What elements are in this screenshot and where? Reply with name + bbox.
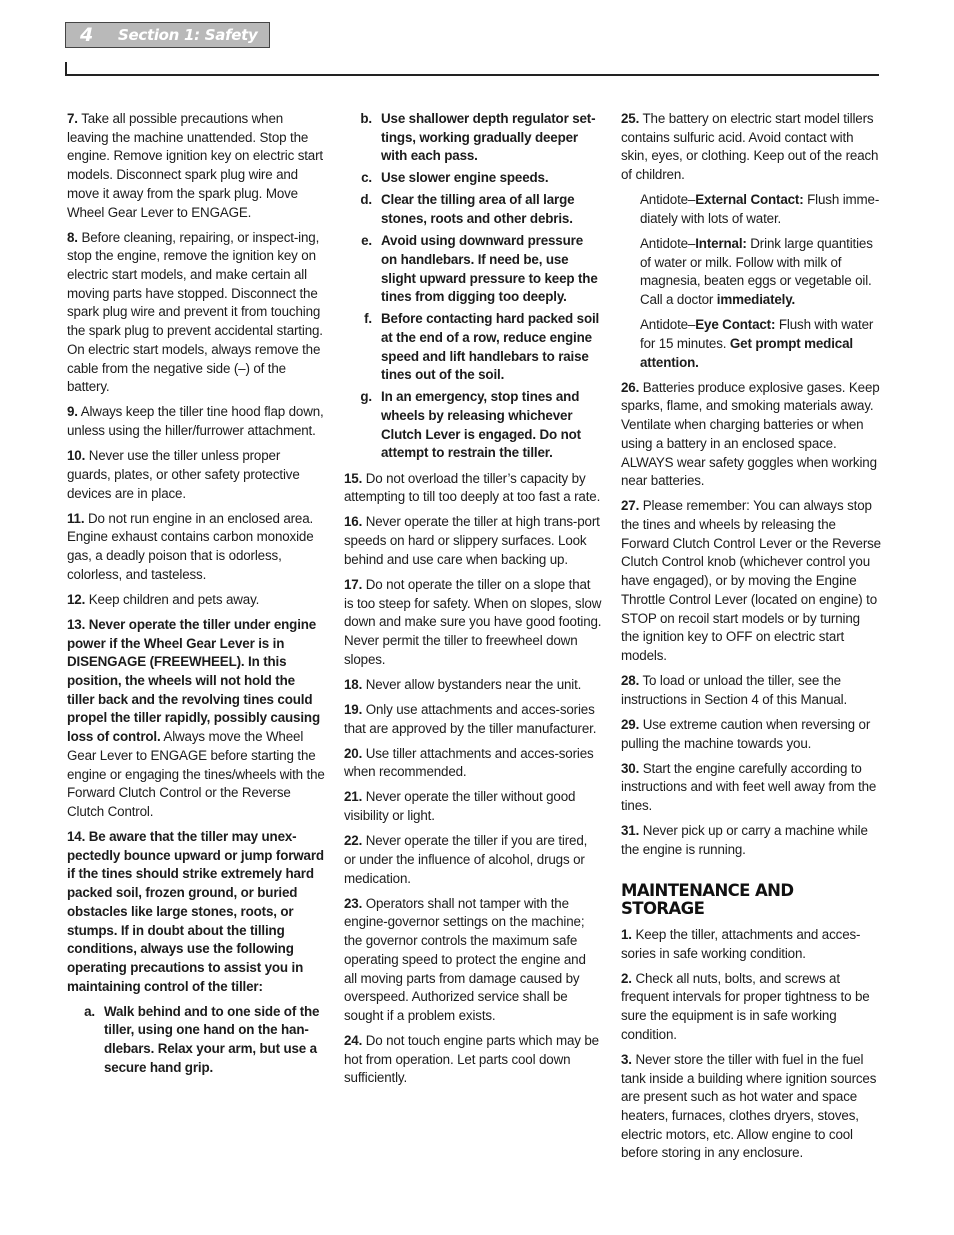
item-text: To load or unload the tiller, see the instructions in Section 4 of this Manual. — [621, 673, 848, 707]
item-number: 23. — [344, 895, 363, 911]
safety-item-22 — [344, 832, 602, 888]
item-number: 29. — [621, 716, 640, 732]
item-number: 31. — [621, 823, 640, 839]
item-text: Never pick up or carry a machine while the engine is running. — [621, 823, 868, 857]
item-number: 9. — [67, 404, 78, 420]
item-number: 28. — [621, 673, 640, 689]
item-number: 11. — [67, 510, 85, 526]
antidote-text: Drink large quantities of water or milk. Follow with milk of magnesia, beaten eggs or vegetable oil. Call a doctor — [640, 236, 873, 308]
sub-text: Clear the tilling area of all large stones, roots and other debris. — [381, 192, 575, 227]
safety-item-11 — [67, 510, 325, 585]
item-number: 8. — [67, 229, 78, 245]
column-1 — [67, 110, 325, 1081]
item-number: 2. — [621, 970, 632, 986]
item-number: 18. — [344, 676, 363, 692]
antidote-prefix: Antidote– — [640, 317, 696, 333]
item-text: Keep children and pets away. — [85, 591, 260, 607]
item-number: 22. — [344, 833, 363, 849]
safety-item-25 — [621, 110, 881, 185]
safety-item-12 — [67, 591, 325, 610]
item-number: 20. — [344, 745, 363, 761]
sub-text: In an emergency, stop tines and wheels by releasing whichever Clutch Lever is engaged. Do not attempt to restrain the tiller. — [381, 389, 581, 461]
maintenance-heading: MAINTENANCE AND STORAGE — [621, 880, 794, 919]
maintenance-item-2 — [621, 970, 881, 1045]
item-number: 15. — [344, 470, 363, 486]
item-bold-text: Never operate the tiller under engine power if the Wheel Gear Lever is in DISENGAGE (FREEWHEEL). In this position, the wheels will not hold the tiller back and the revolving tines could propel the tiller rapidly, possibly causing loss of control. — [67, 616, 320, 745]
sub-letter: g. — [360, 389, 372, 405]
item-number: 3. — [621, 1051, 632, 1067]
item-number: 14. — [67, 829, 86, 845]
safety-item-31 — [621, 822, 881, 859]
safety-item-24 — [344, 1032, 602, 1088]
safety-item-29 — [621, 716, 881, 753]
item-text: Never store the tiller with fuel in the fuel tank inside a building where ignition sources are present such as hot water and space heaters, furnaces, clothes dryers, stoves, electric motors, etc. Allow engine to cool before storing in any enclosure. — [621, 1051, 877, 1161]
safety-item-10 — [67, 447, 325, 503]
sub-text: Use shallower depth regulator set-tings, working gradually deeper with each pass. — [381, 111, 596, 164]
sub-letter: e. — [361, 233, 372, 249]
item-text: Use extreme caution when reversing or pulling the machine towards you. — [621, 716, 871, 751]
maintenance-item-1 — [621, 926, 881, 963]
precaution-c — [344, 169, 602, 188]
item-number: 26. — [621, 379, 640, 395]
item-text: The battery on electric start model tillers contains sulfuric acid. Avoid contact with skin, eyes, or clothing. Keep out of the reach of children. — [621, 111, 879, 183]
item-number: 12. — [67, 591, 86, 607]
safety-item-17 — [344, 576, 602, 670]
antidote-prefix: Antidote– — [640, 236, 696, 251]
item-text: Never operate the tiller at high trans-port speeds on hard or slippery surfaces. Look behind and use care when backing up. — [344, 514, 600, 567]
safety-item-30 — [621, 760, 881, 816]
item-number: 7. — [67, 111, 78, 126]
antidote-emphasis: immediately. — [716, 292, 796, 308]
precaution-e — [344, 232, 602, 307]
antidote-label: Internal: — [695, 236, 747, 251]
safety-item-7 — [67, 110, 325, 222]
maintenance-item-3 — [621, 1051, 881, 1163]
item-text: Do not touch engine parts which may be hot from operation. Let parts cool down sufficiently. — [344, 1033, 599, 1086]
item-text: Always move the Wheel Gear Lever to ENGAGE before starting the engine or engaging the tines/wheels with the Forward Clutch Control or the Reverse Clutch Control. — [67, 729, 325, 819]
item-text: Never use the tiller unless proper guards, plates, or other safety protective devices are in place. — [67, 448, 300, 501]
antidote-prefix: Antidote– — [640, 192, 696, 208]
antidote-text: Flush imme-diately with lots of water. — [640, 192, 880, 226]
item-text: Check all nuts, bolts, and screws at frequent intervals for proper tightness to be sure the equipment is in safe working condition. — [621, 970, 870, 1042]
item-text: Never allow bystanders near the unit. — [362, 676, 582, 692]
precaution-b — [344, 110, 602, 166]
safety-item-27 — [621, 497, 881, 665]
item-text: Please remember: You can always stop the tines and wheels by releasing the Forward Clutch Control Lever or the Reverse Clutch Control knob (whichever control you have engaged), or by moving the Engine Throttle Control Lever (located on engine) to STOP on recoil start models or by turning the ignition key to OFF on electric start models. — [621, 498, 881, 663]
safety-item-18 — [344, 676, 602, 695]
item-text: Keep the tiller, attachments and acces-sories in safe working condition. — [621, 926, 861, 961]
precaution-f — [344, 310, 602, 385]
item-text: Always keep the tiller tine hood flap down, unless using the hiller/furrower attachment. — [67, 404, 324, 439]
precaution-g — [344, 388, 602, 463]
item-text: Do not run engine in an enclosed area. Engine exhaust contains carbon monoxide gas, a deadly poison that is odorless, colorless, and tasteless. — [67, 510, 314, 582]
column-3 — [621, 110, 881, 1170]
sub-letter: c. — [361, 170, 372, 186]
item-text: Never operate the tiller without good visibility or light. — [344, 789, 576, 824]
item-number: 16. — [344, 514, 363, 530]
section-title: Section 1: Safety — [118, 26, 258, 44]
precaution-a — [67, 1003, 325, 1078]
sub-letter: d. — [360, 192, 372, 208]
item-text: Do not overload the tiller’s capacity by attempting to till too deeply at too fast a rate. — [344, 470, 601, 505]
item-text: Do not operate the tiller on a slope that is too steep for safety. When on slopes, slow down and make sure you have good footing. Never permit the tiller to freewheel down slopes. — [344, 576, 602, 667]
antidote-label: Eye Contact: — [695, 317, 776, 333]
column-2 — [344, 110, 602, 1095]
item-text: Never operate the tiller if you are tired, or under the influence of alcohol, drugs or medication. — [344, 833, 588, 886]
safety-item-8 — [67, 229, 325, 397]
safety-item-9 — [67, 403, 325, 440]
item-number: 10. — [67, 448, 86, 464]
header-rule — [65, 74, 879, 76]
safety-item-21 — [344, 788, 602, 825]
sub-text: Before contacting hard packed soil at the end of a row, reduce engine speed and lift handlebars to raise tines out of the soil. — [381, 311, 600, 383]
safety-item-26 — [621, 379, 881, 491]
item-text: Only use attachments and acces-sories that are approved by the tiller manufacturer. — [344, 701, 597, 736]
safety-item-15 — [344, 470, 602, 507]
sub-letter: b. — [360, 111, 372, 126]
item-number: 21. — [344, 789, 363, 805]
safety-item-23 — [344, 895, 602, 1026]
precaution-d — [344, 191, 602, 228]
sub-letter: f. — [364, 311, 372, 327]
item-text: Take all possible precautions when leaving the machine unattended. Stop the engine. Remove ignition key on electric start models. Disconnect spark plug wire and move it away from the spark plug. Move Wheel Gear Lever to ENGAGE. — [67, 111, 323, 220]
item-text: Before cleaning, repairing, or inspect-ing, stop the engine, remove the ignition key on electric start models, and make certain all moving parts have stopped. Disconnect the spark plug wire and prevent it from touching the spark plug to prevent accidental starting. On electric start models, always remove the cable from the negative side (–) of the battery. — [67, 229, 323, 395]
antidote-eye — [640, 316, 881, 372]
item-number: 30. — [621, 760, 640, 776]
item-text: Batteries produce explosive gases. Keep sparks, flame, and smoking materials away. Ventilate when charging batteries or when using a battery in an enclosed space. ALWAYS wear safety goggles when working near batteries. — [621, 379, 880, 489]
item-number: 27. — [621, 498, 640, 514]
sub-text: Use slower engine speeds. — [381, 170, 549, 186]
sub-text: Walk behind and to one side of the tiller, using one hand on the han-dlebars. Relax your arm, but use a secure hand grip. — [104, 1003, 320, 1075]
antidote-label: External Contact: — [695, 192, 804, 208]
safety-item-16 — [344, 513, 602, 569]
antidote-internal — [640, 235, 881, 310]
item-bold-text: Be aware that the tiller may unex-pectedly bounce upward or jump forward if the tines should strike extremely hard packed soil, frozen ground, or buried obstacles like large stones, roots, or stumps. If in doubt about the tilling conditions, always use the following operating precautions to assist you in maintaining control of the tiller: — [67, 829, 324, 994]
antidote-text: Flush with water for 15 minutes. — [640, 317, 874, 351]
sub-text: Avoid using downward pressure on handlebars. If need be, use slight upward pressure to keep the tines from digging too deeply. — [381, 233, 598, 305]
item-number: 1. — [621, 926, 632, 942]
page-number: 4 — [80, 24, 94, 46]
item-text: Operators shall not tamper with the engine-governor settings on the machine; the governor controls the maximum safe operating speed to protect the engine and all moving parts from damage caused by overspeed. Authorized service shall be sought if a problem exists. — [344, 895, 586, 1023]
item-number: 13. — [67, 616, 86, 632]
item-number: 24. — [344, 1033, 363, 1049]
item-number: 19. — [344, 701, 363, 717]
item-text: Start the engine carefully according to instructions and with feet well away from the tines. — [621, 760, 877, 814]
item-number: 25. — [621, 111, 640, 126]
safety-item-14 — [67, 828, 325, 996]
sub-letter: a. — [84, 1003, 95, 1019]
safety-item-28 — [621, 672, 881, 709]
safety-item-20 — [344, 745, 602, 782]
antidote-emphasis: Get prompt medical attention. — [640, 335, 853, 370]
safety-item-13 — [67, 616, 325, 822]
section-header — [65, 22, 270, 48]
safety-item-19 — [344, 701, 602, 738]
item-number: 17. — [344, 576, 363, 592]
item-text: Use tiller attachments and acces-sories when recommended. — [344, 745, 594, 780]
antidote-external — [640, 191, 881, 228]
